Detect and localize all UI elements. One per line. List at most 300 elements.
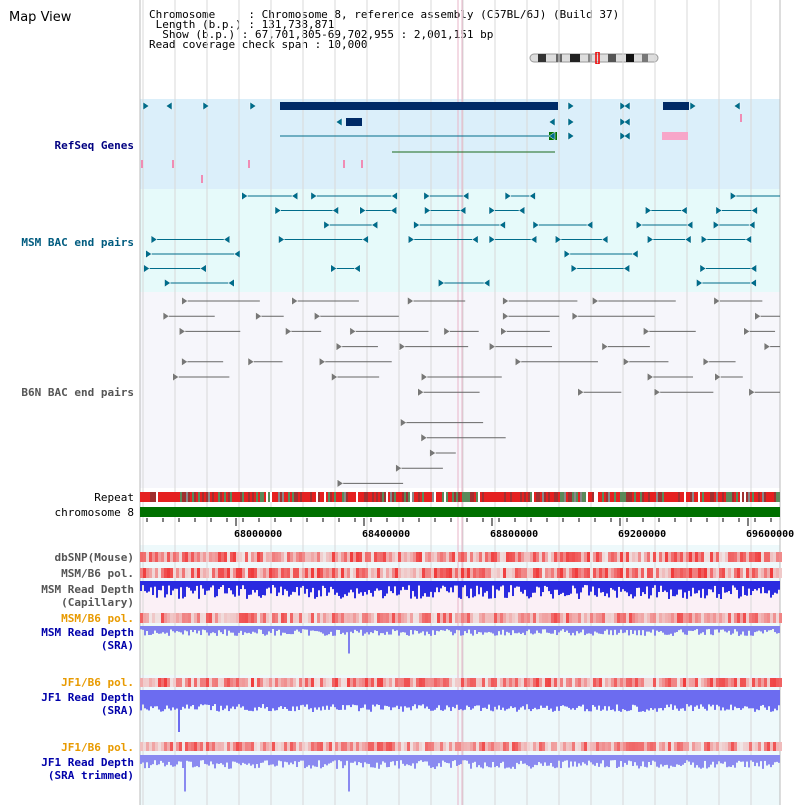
msm-pol-heat-cell xyxy=(446,568,449,578)
jf1-sra-depth-bar xyxy=(316,690,318,710)
msm-sra-depth-bar xyxy=(208,626,210,636)
msm-capillary-depth-bar xyxy=(270,581,272,593)
track-label-jf1-depth-trimmed[interactable]: JF1 Read Depth xyxy=(41,756,134,769)
track-label-jf1-depth-sra[interactable]: JF1 Read Depth xyxy=(41,691,134,704)
repeat-segment xyxy=(170,492,172,502)
jf1-trimmed-depth-bar xyxy=(380,755,382,765)
dbsnp-heat-cell xyxy=(611,552,614,562)
msm-pol-heat-cell xyxy=(140,613,143,623)
repeat-segment xyxy=(468,492,470,502)
msm-capillary-depth-bar xyxy=(756,581,758,590)
repeat-segment xyxy=(742,492,744,502)
jf1-pol-heat-cell xyxy=(431,742,434,751)
jf1-pol-heat-cell xyxy=(752,742,755,751)
msm-capillary-depth-bar xyxy=(162,581,164,586)
jf1-sra-depth-bar xyxy=(418,690,420,705)
jf1-sra-depth-bar xyxy=(706,690,708,711)
track-label-msm-bac[interactable]: MSM BAC end pairs xyxy=(21,236,134,249)
jf1-pol-heat-cell xyxy=(191,742,194,751)
msm-pol-heat-cell xyxy=(329,568,332,578)
msm-sra-depth-bar xyxy=(626,626,628,630)
dbsnp-heat-cell xyxy=(641,552,644,562)
jf1-pol-heat-cell xyxy=(554,742,557,751)
msm-capillary-depth-bar xyxy=(506,581,508,598)
msm-capillary-depth-bar xyxy=(420,581,422,598)
msm-sra-depth-bar xyxy=(436,626,438,631)
jf1-sra-depth-bar xyxy=(196,690,198,709)
msm-capillary-depth-bar xyxy=(350,581,352,590)
dbsnp-heat-cell xyxy=(575,552,578,562)
msm-pol-heat-cell xyxy=(461,568,464,578)
jf1-trimmed-depth-bar xyxy=(624,755,626,763)
track-label-dbsnp[interactable]: dbSNP(Mouse) xyxy=(54,551,134,564)
msm-pol-heat-cell xyxy=(461,613,464,623)
jf1-pol-heat-cell xyxy=(623,742,626,751)
repeat-segment xyxy=(232,492,234,502)
track-label-jf1-b6-pol-1[interactable]: JF1/B6 pol. xyxy=(61,676,134,689)
jf1-pol-heat-cell xyxy=(272,678,275,687)
jf1-trimmed-depth-bar xyxy=(286,755,288,762)
msm-sra-depth-bar xyxy=(184,626,186,630)
jf1-trimmed-depth-bar xyxy=(726,755,728,767)
jf1-pol-heat-cell xyxy=(470,742,473,751)
dbsnp-heat-cell xyxy=(737,552,740,562)
track-label-msm-b6-pol-2[interactable]: MSM/B6 pol. xyxy=(61,612,134,625)
jf1-sra-depth-bar xyxy=(480,690,482,711)
jf1-sra-depth-bar xyxy=(254,690,256,708)
repeat-segment xyxy=(574,492,576,502)
jf1-sra-depth-bar xyxy=(226,690,228,706)
msm-capillary-depth-bar xyxy=(470,581,472,589)
msm-pol-heat-cell xyxy=(548,613,551,623)
msm-pol-heat-cell xyxy=(521,613,524,623)
jf1-trimmed-depth-bar xyxy=(622,755,624,767)
repeat-segment xyxy=(280,492,282,502)
jf1-trimmed-depth-bar xyxy=(602,755,604,760)
msm-pol-heat-cell xyxy=(305,613,308,623)
msm-pol-heat-cell xyxy=(242,568,245,578)
jf1-sra-depth-bar xyxy=(636,690,638,707)
jf1-sra-depth-bar xyxy=(370,690,372,712)
dbsnp-heat-cell xyxy=(452,552,455,562)
jf1-trimmed-depth-bar xyxy=(264,755,266,761)
jf1-pol-heat-cell xyxy=(722,678,725,687)
jf1-trimmed-depth-bar xyxy=(646,755,648,767)
jf1-pol-heat-cell xyxy=(752,678,755,687)
repeat-segment xyxy=(498,492,500,502)
jf1-trimmed-depth-bar xyxy=(740,755,742,762)
jf1-trimmed-depth-bar xyxy=(588,755,590,761)
msm-capillary-depth-bar xyxy=(288,581,290,597)
msm-pol-heat-cell xyxy=(179,613,182,623)
jf1-pol-heat-cell xyxy=(254,678,257,687)
msm-pol-heat-cell xyxy=(407,568,410,578)
repeat-segment xyxy=(234,492,236,502)
repeat-segment xyxy=(332,492,334,502)
jf1-sra-depth-bar xyxy=(506,690,508,709)
msm-pol-heat-cell xyxy=(704,568,707,578)
msm-sra-depth-bar xyxy=(680,626,682,629)
msm-pol-heat-cell xyxy=(233,568,236,578)
jf1-pol-heat-cell xyxy=(194,742,197,751)
msm-sra-depth-bar xyxy=(336,626,338,630)
jf1-sra-depth-bar xyxy=(754,690,756,712)
dbsnp-heat-cell xyxy=(599,552,602,562)
dbsnp-heat-cell xyxy=(359,552,362,562)
repeat-segment xyxy=(286,492,288,502)
jf1-pol-heat-cell xyxy=(323,742,326,751)
msm-capillary-depth-bar xyxy=(550,581,552,594)
jf1-sra-depth-bar xyxy=(176,690,178,709)
jf1-trimmed-depth-bar xyxy=(198,755,200,767)
jf1-pol-heat-cell xyxy=(728,742,731,751)
jf1-pol-heat-cell xyxy=(470,678,473,687)
msm-pol-heat-cell xyxy=(329,613,332,623)
msm-capillary-depth-bar xyxy=(300,581,302,588)
msm-sra-depth-bar xyxy=(380,626,382,633)
jf1-pol-heat-cell xyxy=(683,742,686,751)
jf1-trimmed-depth-bar xyxy=(282,755,284,767)
repeat-segment xyxy=(300,492,302,502)
msm-capillary-depth-bar xyxy=(188,581,190,588)
msm-capillary-depth-bar xyxy=(196,581,198,586)
jf1-pol-heat-cell xyxy=(557,742,560,751)
jf1-sra-depth-bar xyxy=(180,690,182,710)
jf1-pol-heat-cell xyxy=(515,678,518,687)
jf1-sra-depth-bar xyxy=(712,690,714,705)
msm-sra-depth-bar xyxy=(244,626,246,632)
jf1-pol-heat-cell xyxy=(431,678,434,687)
jf1-trimmed-depth-bar xyxy=(542,755,544,766)
msm-pol-heat-cell xyxy=(557,568,560,578)
jf1-sra-depth-bar xyxy=(536,690,538,709)
msm-sra-depth-bar xyxy=(596,626,598,633)
jf1-pol-heat-cell xyxy=(734,678,737,687)
dbsnp-heat-cell xyxy=(287,552,290,562)
jf1-pol-heat-cell xyxy=(584,742,587,751)
msm-pol-heat-cell xyxy=(710,613,713,623)
repeat-segment xyxy=(542,492,544,502)
msm-capillary-depth-bar xyxy=(778,581,780,590)
repeat-segment xyxy=(404,492,406,502)
msm-capillary-depth-bar xyxy=(426,581,428,597)
repeat-segment xyxy=(566,492,568,502)
jf1-pol-heat-cell xyxy=(491,742,494,751)
msm-pol-heat-cell xyxy=(488,568,491,578)
msm-sra-depth-bar xyxy=(530,626,532,633)
jf1-sra-depth-bar xyxy=(556,690,558,707)
axis-tick-label: 68800000 xyxy=(490,529,539,540)
msm-pol-heat-cell xyxy=(620,568,623,578)
refseq-gene-block xyxy=(346,118,362,126)
msm-capillary-depth-bar xyxy=(324,581,326,588)
jf1-sra-depth-bar xyxy=(190,690,192,706)
jf1-sra-depth-bar xyxy=(678,690,680,711)
jf1-pol-heat-cell xyxy=(209,678,212,687)
jf1-trimmed-depth-bar xyxy=(504,755,506,768)
jf1-pol-heat-cell xyxy=(389,742,392,751)
msm-pol-heat-cell xyxy=(350,613,353,623)
jf1-pol-heat-cell xyxy=(275,742,278,751)
jf1-trimmed-depth-bar xyxy=(554,755,556,768)
jf1-pol-heat-cell xyxy=(749,742,752,751)
msm-pol-heat-cell xyxy=(530,613,533,623)
jf1-sra-depth-bar xyxy=(704,690,706,709)
msm-pol-heat-cell xyxy=(365,613,368,623)
msm-sra-depth-bar xyxy=(726,626,728,632)
msm-capillary-depth-bar xyxy=(238,581,240,596)
msm-pol-heat-cell xyxy=(269,568,272,578)
dbsnp-heat-cell xyxy=(647,552,650,562)
msm-pol-heat-cell xyxy=(518,568,521,578)
jf1-pol-heat-cell xyxy=(596,742,599,751)
jf1-trimmed-depth-bar xyxy=(416,755,418,763)
msm-capillary-depth-bar xyxy=(764,581,766,593)
jf1-sra-depth-bar xyxy=(566,690,568,707)
msm-pol-heat-cell xyxy=(389,613,392,623)
jf1-sra-depth-bar xyxy=(356,690,358,705)
jf1-sra-depth-bar xyxy=(512,690,514,708)
jf1-pol-heat-cell xyxy=(773,678,776,687)
jf1-trimmed-depth-bar xyxy=(536,755,538,765)
jf1-pol-heat-cell xyxy=(548,742,551,751)
jf1-trimmed-depth-bar xyxy=(520,755,522,761)
msm-pol-heat-cell xyxy=(212,568,215,578)
repeat-segment xyxy=(722,492,724,502)
msm-capillary-depth-bar xyxy=(702,581,704,589)
jf1-pol-heat-cell xyxy=(311,742,314,751)
jf1-pol-heat-cell xyxy=(590,742,593,751)
refseq-exon-mark xyxy=(201,175,203,183)
msm-capillary-depth-bar xyxy=(402,581,404,587)
track-label-jf1-b6-pol-2[interactable]: JF1/B6 pol. xyxy=(61,741,134,754)
msm-pol-heat-cell xyxy=(254,568,257,578)
jf1-pol-heat-cell xyxy=(320,678,323,687)
dbsnp-heat-cell xyxy=(581,552,584,562)
jf1-trimmed-depth-bar xyxy=(724,755,726,762)
repeat-segment xyxy=(662,492,664,502)
jf1-sra-depth-bar xyxy=(360,690,362,708)
msm-capillary-depth-bar xyxy=(580,581,582,592)
msm-sra-depth-bar xyxy=(322,626,324,634)
msm-pol-heat-cell xyxy=(146,568,149,578)
jf1-sra-depth-bar xyxy=(762,690,764,705)
repeat-segment xyxy=(670,492,672,502)
jf1-pol-heat-cell xyxy=(242,678,245,687)
repeat-segment xyxy=(534,492,536,502)
msm-capillary-depth-bar xyxy=(770,581,772,598)
jf1-trimmed-depth-bar xyxy=(746,755,748,762)
dbsnp-heat-cell xyxy=(671,552,674,562)
msm-pol-heat-cell xyxy=(296,613,299,623)
jf1-trimmed-depth-bar xyxy=(450,755,452,768)
refseq-exon-mark xyxy=(141,160,143,168)
jf1-sra-depth-bar xyxy=(306,690,308,704)
msm-pol-heat-cell xyxy=(227,613,230,623)
msm-pol-heat-cell xyxy=(734,568,737,578)
dbsnp-heat-cell xyxy=(368,552,371,562)
msm-capillary-depth-bar xyxy=(468,581,470,598)
repeat-segment xyxy=(350,492,352,502)
msm-sra-depth-bar xyxy=(390,626,392,635)
msm-capillary-depth-bar xyxy=(448,581,450,592)
msm-pol-heat-cell xyxy=(140,568,143,578)
track-label-b6n-bac[interactable]: B6N BAC end pairs xyxy=(21,386,134,399)
jf1-pol-heat-cell xyxy=(329,678,332,687)
jf1-pol-heat-cell xyxy=(662,678,665,687)
msm-pol-heat-cell xyxy=(173,613,176,623)
jf1-sra-depth-bar xyxy=(486,690,488,709)
jf1-pol-heat-cell xyxy=(578,742,581,751)
jf1-trimmed-depth-bar xyxy=(676,755,678,764)
jf1-pol-heat-cell xyxy=(524,742,527,751)
jf1-trimmed-depth-bar xyxy=(438,755,440,763)
msm-sra-depth-bar xyxy=(630,626,632,630)
msm-sra-depth-bar xyxy=(350,626,352,632)
msm-capillary-depth-bar xyxy=(356,581,358,588)
msm-capillary-depth-bar xyxy=(282,581,284,595)
msm-sra-depth-bar xyxy=(528,626,530,630)
repeat-segment xyxy=(530,492,532,502)
jf1-pol-heat-cell xyxy=(203,742,206,751)
jf1-sra-depth-bar xyxy=(548,690,550,710)
msm-pol-heat-cell xyxy=(560,613,563,623)
track-label-refseq-genes[interactable]: RefSeq Genes xyxy=(54,139,134,152)
jf1-sra-depth-bar xyxy=(308,690,310,709)
jf1-pol-heat-cell xyxy=(371,742,374,751)
jf1-trimmed-depth-bar xyxy=(320,755,322,768)
jf1-trimmed-depth-bar xyxy=(296,755,298,767)
dbsnp-heat-cell xyxy=(443,552,446,562)
jf1-pol-heat-cell xyxy=(197,742,200,751)
msm-capillary-depth-bar xyxy=(688,581,690,591)
track-label-jf1-depth-trimmed-sub: (SRA trimmed) xyxy=(47,769,134,782)
jf1-pol-heat-cell xyxy=(251,742,254,751)
msm-sra-depth-bar xyxy=(588,626,590,633)
jf1-pol-heat-cell xyxy=(455,742,458,751)
msm-pol-heat-cell xyxy=(311,613,314,623)
msm-pol-heat-cell xyxy=(677,568,680,578)
msm-pol-heat-cell xyxy=(437,613,440,623)
jf1-sra-depth-bar xyxy=(552,690,554,712)
dbsnp-heat-cell xyxy=(236,552,239,562)
jf1-pol-heat-cell xyxy=(239,678,242,687)
jf1-sra-depth-bar xyxy=(654,690,656,708)
dbsnp-heat-cell xyxy=(746,552,749,562)
jf1-sra-depth-bar xyxy=(160,690,162,712)
jf1-trimmed-depth-bar xyxy=(292,755,294,764)
msm-pol-heat-cell xyxy=(761,568,764,578)
repeat-segment xyxy=(676,492,678,502)
msm-pol-heat-cell xyxy=(332,568,335,578)
msm-sra-depth-bar xyxy=(704,626,706,635)
jf1-pol-heat-cell xyxy=(164,742,167,751)
jf1-pol-heat-cell xyxy=(758,678,761,687)
jf1-trimmed-depth-bar xyxy=(584,755,586,764)
jf1-pol-heat-cell xyxy=(554,678,557,687)
jf1-trimmed-depth-bar xyxy=(508,755,510,767)
repeat-segment xyxy=(366,492,368,502)
jf1-sra-depth-bar xyxy=(530,690,532,711)
msm-pol-heat-cell xyxy=(179,568,182,578)
repeat-segment xyxy=(224,492,226,502)
msm-pol-heat-cell xyxy=(731,568,734,578)
msm-capillary-depth-bar xyxy=(352,581,354,592)
track-label-msm-depth-capillary[interactable]: MSM Read Depth xyxy=(41,583,134,596)
msm-capillary-depth-bar xyxy=(740,581,742,597)
msm-sra-depth-bar xyxy=(462,626,464,635)
dbsnp-heat-cell xyxy=(233,552,236,562)
msm-capillary-depth-bar xyxy=(156,581,158,598)
jf1-pol-heat-cell xyxy=(197,678,200,687)
jf1-pol-heat-cell xyxy=(674,742,677,751)
msm-pol-heat-cell xyxy=(167,568,170,578)
repeat-segment xyxy=(342,492,344,502)
msm-sra-depth-bar xyxy=(734,626,736,629)
jf1-sra-depth-bar xyxy=(296,690,298,706)
jf1-pol-heat-cell xyxy=(740,742,743,751)
dbsnp-heat-cell xyxy=(770,552,773,562)
msm-sra-depth-bar xyxy=(194,626,196,630)
repeat-segment xyxy=(740,492,742,502)
jf1-trimmed-depth-bar xyxy=(268,755,270,765)
repeat-segment xyxy=(424,492,426,502)
msm-pol-heat-cell xyxy=(152,568,155,578)
repeat-segment xyxy=(720,492,722,502)
jf1-pol-heat-cell xyxy=(407,678,410,687)
msm-sra-depth-bar xyxy=(240,626,242,631)
jf1-pol-heat-cell xyxy=(596,678,599,687)
msm-capillary-depth-bar xyxy=(394,581,396,586)
jf1-pol-heat-cell xyxy=(731,678,734,687)
msm-pol-heat-cell xyxy=(623,568,626,578)
msm-capillary-depth-bar xyxy=(760,581,762,593)
dbsnp-heat-cell xyxy=(635,552,638,562)
msm-pol-heat-cell xyxy=(554,613,557,623)
dbsnp-heat-cell xyxy=(299,552,302,562)
msm-sra-depth-bar xyxy=(718,626,720,633)
jf1-sra-depth-bar xyxy=(510,690,512,706)
msm-capillary-depth-bar xyxy=(492,581,494,586)
jf1-pol-heat-cell xyxy=(263,742,266,751)
track-label-msm-b6-pol-1[interactable]: MSM/B6 pol. xyxy=(61,567,134,580)
dbsnp-heat-cell xyxy=(521,552,524,562)
msm-sra-depth-bar xyxy=(384,626,386,635)
msm-pol-heat-cell xyxy=(767,568,770,578)
msm-pol-heat-cell xyxy=(599,568,602,578)
track-label-msm-depth-sra[interactable]: MSM Read Depth xyxy=(41,626,134,639)
msm-capillary-depth-bar xyxy=(676,581,678,595)
msm-sra-depth-bar xyxy=(374,626,376,630)
msm-capillary-depth-bar xyxy=(620,581,622,592)
msm-sra-depth-bar xyxy=(282,626,284,633)
msm-sra-depth-bar xyxy=(622,626,624,633)
repeat-segment xyxy=(188,492,190,502)
msm-capillary-depth-bar xyxy=(608,581,610,597)
repeat-segment xyxy=(370,492,372,502)
jf1-pol-heat-cell xyxy=(338,742,341,751)
dbsnp-heat-cell xyxy=(149,552,152,562)
dbsnp-heat-cell xyxy=(554,552,557,562)
jf1-pol-heat-cell xyxy=(428,742,431,751)
jf1-trimmed-depth-bar xyxy=(252,755,254,764)
msm-pol-heat-cell xyxy=(440,568,443,578)
msm-sra-depth-bar xyxy=(682,626,684,632)
repeat-segment xyxy=(532,492,534,502)
dbsnp-heat-cell xyxy=(155,552,158,562)
jf1-trimmed-depth-bar xyxy=(642,755,644,762)
msm-pol-heat-cell xyxy=(548,568,551,578)
